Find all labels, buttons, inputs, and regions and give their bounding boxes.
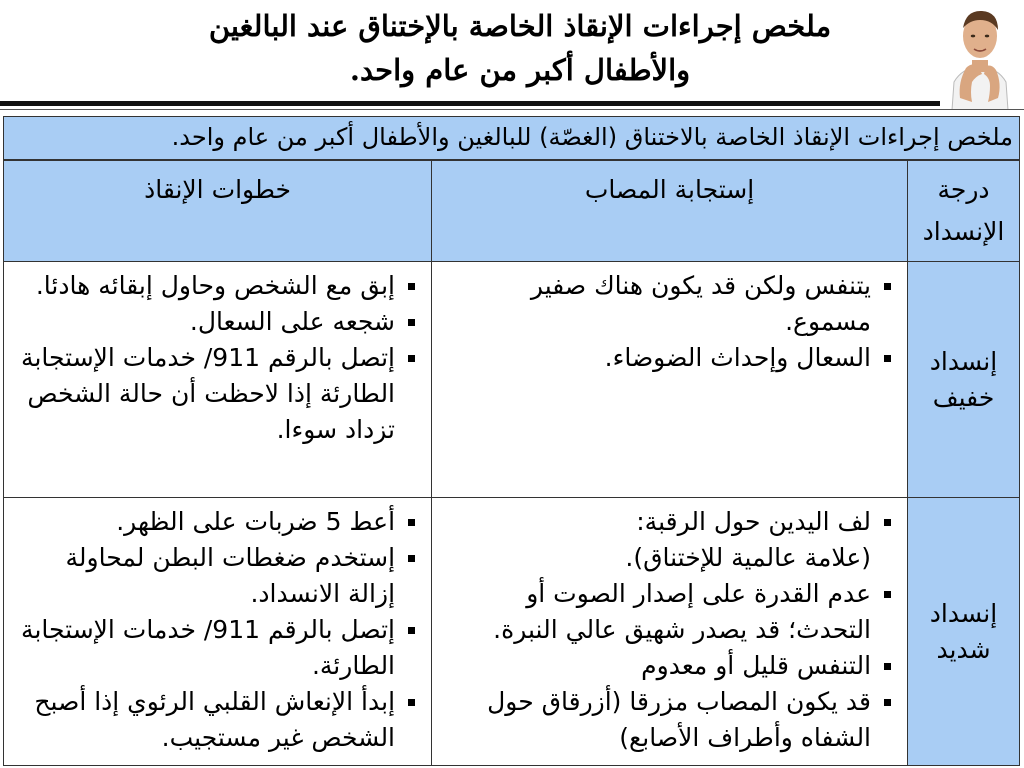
table-row-severe [4, 498, 1020, 766]
header-divider-thick [0, 101, 940, 106]
list-item: أعط 5 ضربات على الظهر. [12, 504, 421, 540]
response-mild [432, 262, 908, 498]
list-item: شجعه على السعال. [12, 304, 421, 340]
table-caption: ملخص إجراءات الإنقاذ الخاصة بالاختناق (الغصّة) للبالغين والأطفال أكبر من عام واحد. [4, 117, 1020, 161]
table-row-mild [4, 262, 1020, 498]
rescue-steps-table [3, 116, 1020, 766]
list-item: السعال وإحداث الضوضاء. [440, 340, 897, 376]
steps-mild [4, 262, 432, 498]
header-response: إستجابة المصاب [432, 160, 908, 262]
degree-mild [908, 262, 1020, 498]
header-degree [908, 160, 1020, 262]
header-divider-thin [0, 109, 1024, 110]
degree-mild-line-1: إنسداد [929, 346, 998, 376]
table-caption-row [4, 117, 1020, 161]
list-item: إبق مع الشخص وحاول إبقائه هادئا. [12, 268, 421, 304]
table-header-row [4, 160, 1020, 262]
response-severe [432, 498, 908, 766]
title-line-1: ملخص إجراءات الإنقاذ الخاصة بالإختناق عند البالغين [208, 9, 832, 43]
header-degree-line-1: درجة [937, 175, 990, 204]
list-item: يتنفس ولكن قد يكون هناك صفير مسموع. [440, 268, 897, 340]
list-item: إتصل بالرقم 911/ خدمات الإستجابة الطارئة إذا لاحظت أن حالة الشخص تزداد سوءا. [12, 340, 421, 448]
title-line-2: والأطفال أكبر من عام واحد. [349, 53, 691, 87]
degree-mild-line-2: خفيف [932, 382, 995, 412]
list-item: التنفس قليل أو معدوم [440, 648, 897, 684]
degree-severe-line-1: إنسداد [929, 598, 998, 628]
list-item: عدم القدرة على إصدار الصوت أو التحدث؛ قد يصدر شهيق عالي النبرة. [440, 576, 897, 648]
header-degree-line-2: الإنسداد [922, 217, 1005, 246]
list-item: إتصل بالرقم 911/ خدمات الإستجابة الطارئة. [12, 612, 421, 684]
list-item: إبدأ الإنعاش القلبي الرئوي إذا أصبح الشخص غير مستجيب. [12, 684, 421, 756]
header-steps: خطوات الإنقاذ [4, 160, 432, 262]
list-item: لف اليدين حول الرقبة: [440, 504, 897, 540]
choking-person-illustration [942, 2, 1018, 110]
degree-severe [908, 498, 1020, 766]
degree-severe-line-2: شديد [936, 634, 991, 664]
steps-severe [4, 498, 432, 766]
list-item: (علامة عالمية للإختناق). [625, 543, 872, 572]
list-item: إستخدم ضغطات البطن لمحاولة إزالة الانسداد. [12, 540, 421, 612]
slide-header [0, 0, 1024, 108]
page-title [110, 4, 930, 92]
list-item: قد يكون المصاب مزرقا (أزرقاق حول الشفاه وأطراف الأصابع) [440, 684, 897, 756]
